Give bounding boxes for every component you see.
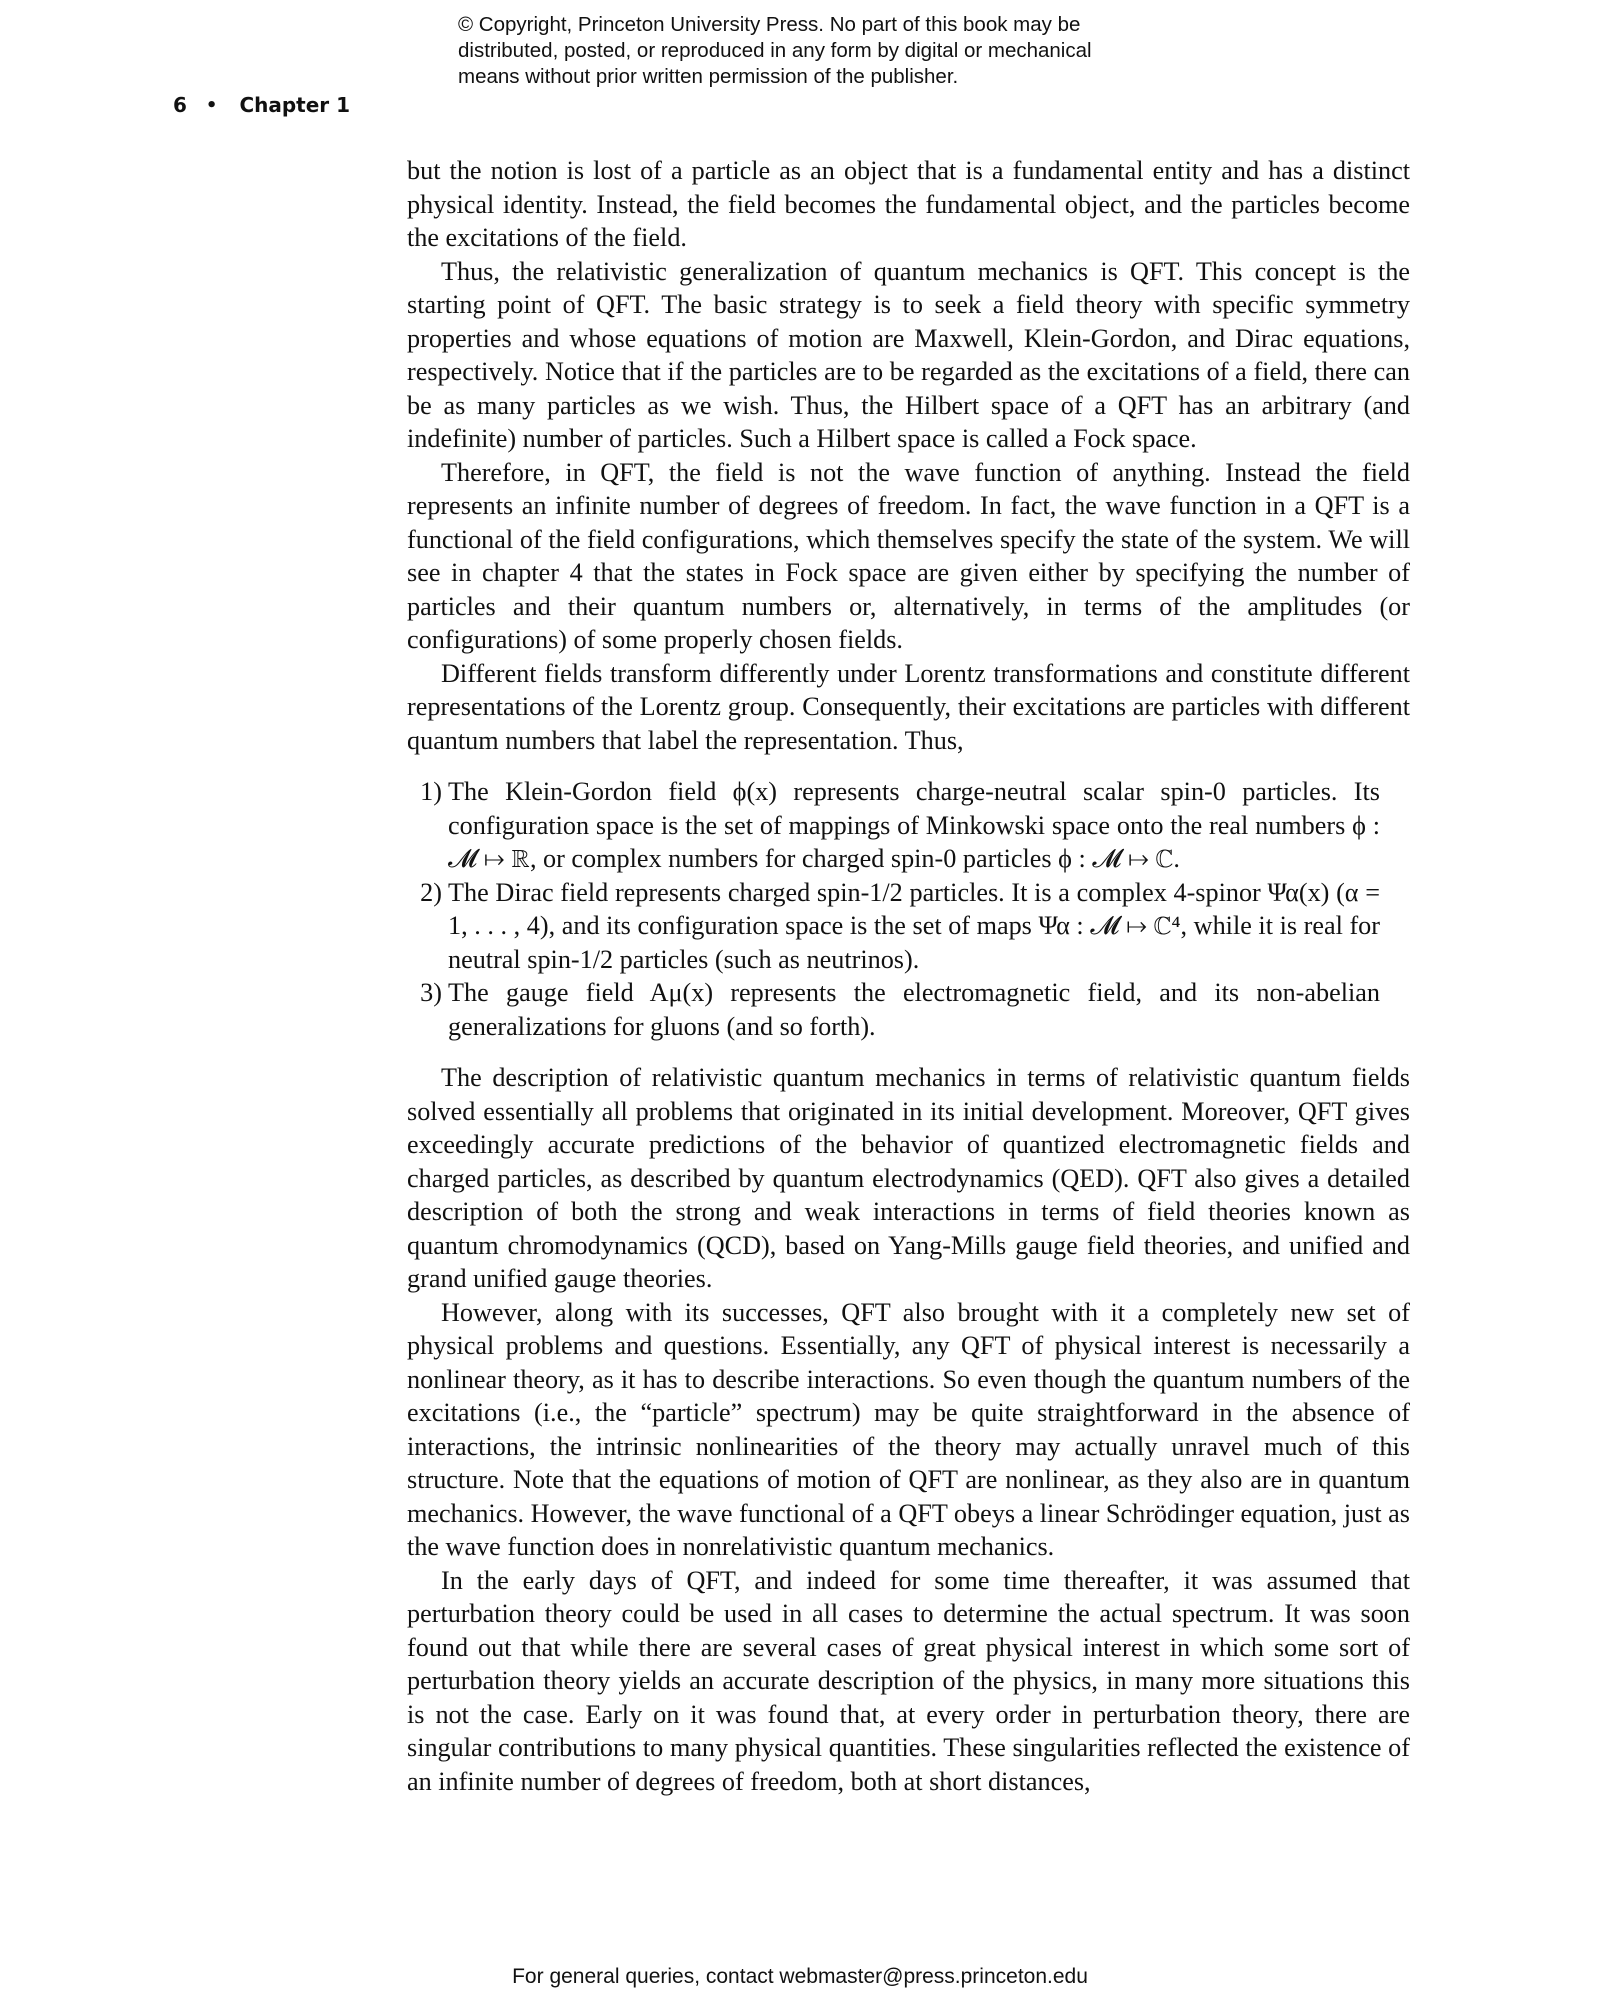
chapter-label: Chapter 1: [239, 93, 351, 117]
list-number: 2): [420, 877, 442, 907]
bullet-separator: •: [205, 94, 218, 116]
list-item: [412, 976, 1380, 1043]
list-item: [412, 775, 1380, 876]
copyright-line: © Copyright, Princeton University Press. No part of this book may be: [458, 13, 1081, 36]
paragraph: Therefore, in QFT, the field is not the wave function of anything. Instead the field represents an infinite number of degrees of freedom. In fact, the wave function in a QFT is a functional of the field configurations, which themselves specify the state of the system. We will see in chapter 4 that the states in Fock space are given either by specifying the number of particles and their quantum numbers or, alternatively, in terms of the amplitudes (or configurations) of some properly chosen fields.: [407, 457, 1410, 654]
numbered-list: [407, 775, 1380, 1043]
paragraph: The description of relativistic quantum mechanics in terms of relativistic quantum fields solved essentially all problems that originated in its initial development. Moreover, QFT gives exceedingly accurate predictions of the behavior of quantized electromagnetic fields and charged particles, as described by quantum electrodynamics (QED). QFT also gives a detailed description of both the strong and weak interactions in terms of field theories known as quantum chromodynamics (QCD), based on Yang-Mills gauge field theories, and unified and grand unified gauge theories.: [407, 1063, 1410, 1293]
list-text: The Dirac field represents charged spin-1/2 particles. It is a complex 4-spinor Ψα(x) (α = 1, . . . , 4), and its configuration space is the set of maps Ψα : 𝓜 ↦ ℂ⁴, while it is real for neutral spin-1/2 particles (such as neutrinos).: [448, 877, 1380, 974]
list-number: 1): [420, 777, 442, 806]
footer-contact: For general queries, contact webmaster@press.princeton.edu: [512, 1965, 1088, 1988]
copyright-line: distributed, posted, or reproduced in any form by digital or mechanical: [458, 39, 1092, 62]
paragraph: In the early days of QFT, and indeed for some time thereafter, it was assumed that perturbation theory could be used in all cases to determine the actual spectrum. It was soon found out that while there are several cases of great physical interest in which some sort of perturbation theory yields an accurate description of the physics, in many more situations this is not the case. Early on it was found that, at every order in perturbation theory, there are singular contributions to many physical quantities. These singularities reflected the existence of an infinite number of degrees of freedom, both at short distances,: [407, 1565, 1410, 1796]
list-number: 3): [420, 978, 442, 1007]
paragraph: Different fields transform differently under Lorentz transformations and constitute different representations of the Lorentz group. Consequently, their excitations are particles with different quantum numbers that label the representation. Thus,: [407, 658, 1410, 755]
paragraph: Thus, the relativistic generalization of quantum mechanics is QFT. This concept is the starting point of QFT. The basic strategy is to seek a field theory with specific symmetry properties and whose equations of motion are Maxwell, Klein-Gordon, and Dirac equations, respectively. Notice that if the particles are to be regarded as the excitations of a field, there can be as many particles as we wish. Thus, the Hilbert space of a QFT has an arbitrary (and indefinite) number of particles. Such a Hilbert space is called a Fock space.: [407, 256, 1410, 453]
body-text: [407, 154, 1410, 1798]
page-number: 6: [173, 93, 187, 117]
list-text: The Klein-Gordon field ϕ(x) represents charge-neutral scalar spin-0 particles. Its configuration space is the set of mappings of Minkowski space onto the real numbers ϕ : 𝓜 ↦ ℝ, or complex numbers for charged spin-0 particles ϕ : 𝓜 ↦ ℂ.: [448, 777, 1380, 873]
paragraph: However, along with its successes, QFT also brought with it a completely new set of physical problems and questions. Essentially, any QFT of physical interest is necessarily a nonlinear theory, as it has to describe interactions. So even though the quantum numbers of the excitations (i.e., the “particle” spectrum) may be quite straightforward in the absence of interactions, the intrinsic nonlinearities of the theory may actually unravel much of this structure. Note that the equations of motion of QFT are nonlinear, as they also are in quantum mechanics. However, the wave functional of a QFT obeys a linear Schrödinger equation, just as the wave function does in nonrelativistic quantum mechanics.: [407, 1297, 1410, 1561]
copyright-notice: [458, 12, 1218, 90]
copyright-line: means without prior written permission of the publisher.: [458, 65, 959, 88]
list-item: [412, 876, 1380, 977]
running-head: [173, 93, 350, 117]
list-text: The gauge field Aμ(x) represents the electromagnetic field, and its non-abelian generalizations for gluons (and so forth).: [448, 978, 1380, 1041]
paragraph: but the notion is lost of a particle as an object that is a fundamental entity and has a distinct physical identity. Instead, the field becomes the fundamental object, and the particles become the excitations of the field.: [407, 156, 1410, 252]
